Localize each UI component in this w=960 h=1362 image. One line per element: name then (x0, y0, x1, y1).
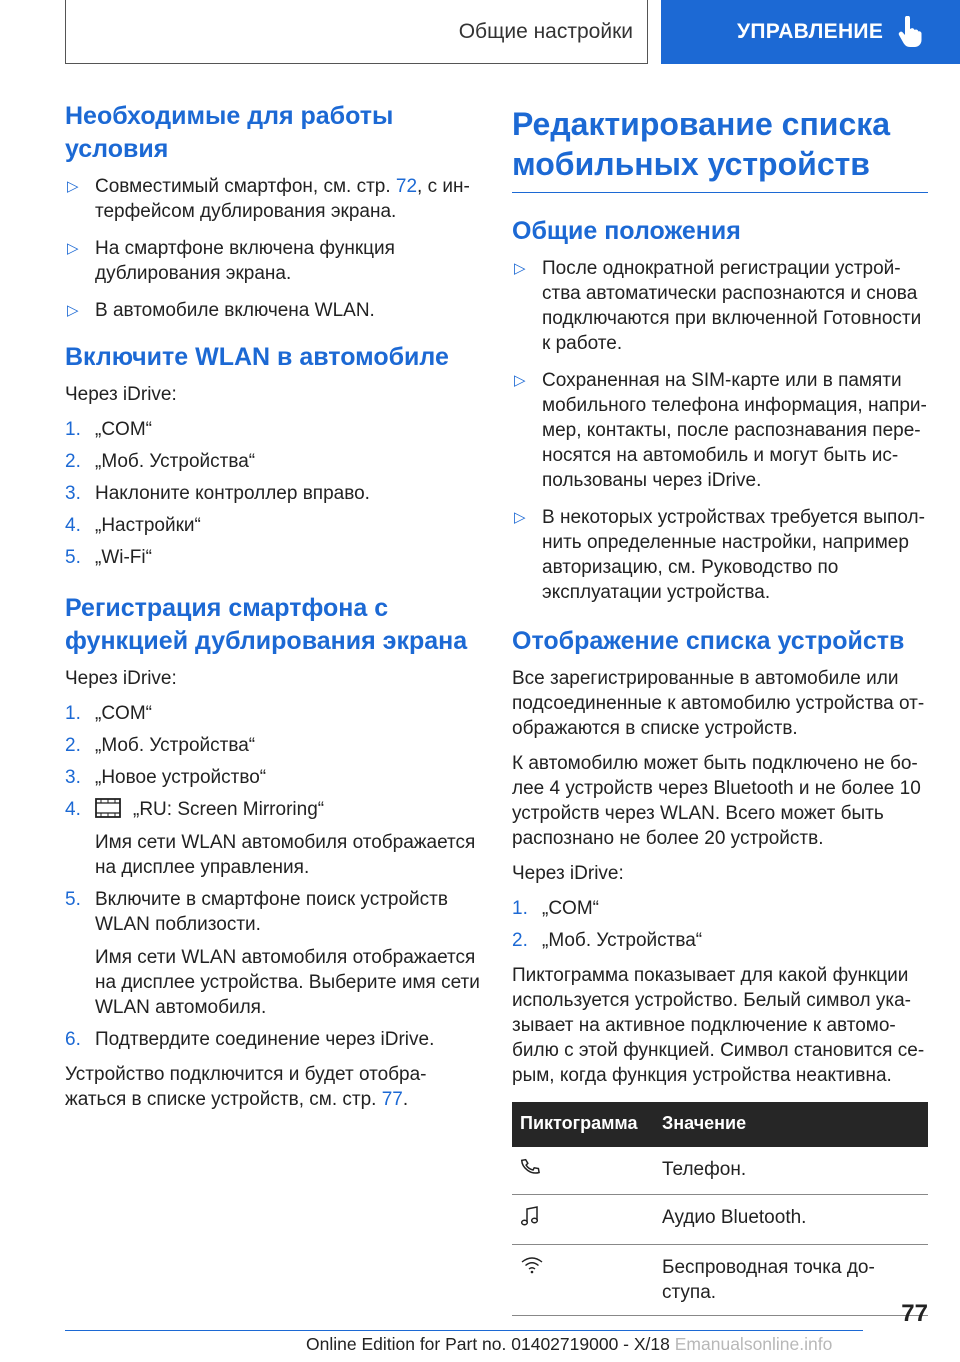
prereq-list (65, 174, 480, 323)
page-number: 77 (901, 1300, 928, 1327)
page-link[interactable]: 77 (381, 1089, 403, 1110)
list-item: 5. Включите в смартфоне поиск устройств WLAN поблизости. Имя сети WLAN автомобиля отображается на дисплее устройства. Выберите имя сети WLAN автомобиля. (65, 889, 480, 1018)
list-item: 3. Наклоните контроллер вправо. (65, 483, 370, 504)
heading-divider (512, 192, 928, 193)
list-item: 2. „Моб. Устройства“ (65, 735, 256, 756)
general-heading: Общие положения (512, 217, 741, 245)
footer-edition (306, 1334, 832, 1355)
table-row (512, 1245, 928, 1316)
registration-outro: Устройство подключится и будет отображаться в списке устройств, см. стр. 77. (65, 1064, 427, 1110)
table-row (512, 1195, 928, 1245)
phone-icon (520, 1157, 540, 1177)
section-header-tab (65, 0, 648, 64)
column-header-meaning: Значение (654, 1102, 928, 1147)
pointing-hand-icon (897, 16, 923, 48)
meaning-cell: Аудио Bluetooth. (654, 1195, 928, 1245)
triangle-bullet-icon: ▷ (514, 509, 526, 526)
watermark: Emanualsonline.info (674, 1334, 833, 1354)
list-item: 2. „Моб. Устройства“ (65, 451, 256, 472)
left-column (65, 100, 480, 1122)
meaning-cell: Телефон. (654, 1147, 928, 1195)
wlan-steps (65, 417, 480, 570)
wlan-intro: Через iDrive: (65, 384, 177, 405)
prereq-heading: Необходимые для работы условия (65, 102, 394, 163)
list-item: ▷ Сохраненная на SIM-карте или в памяти мобильного телефона информация, например, контакты, после распознавания переносятся на автомобиль и могут быть использованы через iDrive. (514, 370, 927, 491)
list-item: ▷ В некоторых устройствах требуется выполнить определенные настройки, например авторизацию, см. Руководство по эксплуатации устройства. (514, 507, 925, 603)
list-item: 1. „COM“ (65, 703, 152, 724)
column-header-pictogram: Пиктограмма (512, 1102, 654, 1147)
list-item: 5. „Wi-Fi“ (65, 547, 152, 568)
edition-text: Online Edition for Part no. 01402719000 - X/18 (306, 1334, 670, 1354)
list-item: 1. „COM“ (65, 419, 152, 440)
list-item: ▷ В автомобиле включена WLAN. (67, 300, 375, 321)
list-item: ▷ На смартфоне включена функция дублирования экрана. (67, 238, 395, 284)
footer-divider (65, 1330, 863, 1331)
meaning-cell: Беспроводная точка доступа. (654, 1245, 928, 1316)
screen-mirroring-icon (95, 798, 121, 818)
triangle-bullet-icon: ▷ (67, 178, 79, 195)
table-row (512, 1147, 928, 1195)
triangle-bullet-icon: ▷ (67, 240, 79, 257)
pictogram-table (512, 1102, 928, 1316)
list-item: ▷ Совместимый смартфон, см. стр. 72, с интерфейсом дублирования экрана. (67, 176, 470, 222)
list-item: 2. „Моб. Устройства“ (512, 930, 703, 951)
main-heading: Редактирование списка мобильных устройств (512, 106, 891, 182)
chapter-header-tab (661, 0, 960, 64)
registration-steps (65, 701, 480, 1052)
triangle-bullet-icon: ▷ (514, 260, 526, 277)
display-heading: Отображение списка устройств (512, 627, 905, 655)
display-steps (512, 896, 928, 953)
display-intro: Через iDrive: (512, 863, 624, 884)
list-item: 6. Подтвердите соединение через iDrive. (65, 1029, 435, 1050)
right-column (512, 104, 928, 1316)
registration-intro: Через iDrive: (65, 668, 177, 689)
display-paragraph-3: Пиктограмма показывает для какой функции используется устройство. Белый символ указывает на активное подключение к автомобилю с этой функцией. Символ становится серым, когда функция устройства неактивна. (512, 965, 925, 1086)
registration-heading: Регистрация смартфона с функцией дублирования экрана (65, 594, 468, 655)
list-item: 1. „COM“ (512, 898, 599, 919)
general-list (512, 256, 928, 605)
display-paragraph-1: Все зарегистрированные в автомобиле или подсоединенные к автомобилю устройства отображаются в списке устройств. (512, 668, 925, 739)
music-note-icon (520, 1205, 540, 1227)
list-item: ▷ После однократной регистрации устройства автоматически распознаются и снова подключаются при включенной Готовности к работе. (514, 258, 922, 354)
triangle-bullet-icon: ▷ (67, 302, 79, 319)
chapter-title: УПРАВЛЕНИЕ (737, 20, 884, 43)
list-item: 4. „RU: Screen Mirroring“ Имя сети WLAN автомобиля отображается на дисплее управления. (65, 799, 476, 878)
list-item: 4. „Настройки“ (65, 515, 201, 536)
list-item: 3. „Новое устройство“ (65, 767, 267, 788)
display-paragraph-2: К автомобилю может быть подключено не более 4 устройств через Bluetooth и не более 10 устройств через WLAN. Всего может быть распознано не более 20 устройств. (512, 753, 921, 849)
page-link[interactable]: 72 (395, 176, 418, 197)
triangle-bullet-icon: ▷ (514, 372, 526, 389)
table-header-row (512, 1102, 928, 1147)
section-title: Общие настройки (458, 19, 633, 43)
wifi-icon (520, 1255, 544, 1275)
wlan-heading: Включите WLAN в автомобиле (65, 343, 449, 371)
